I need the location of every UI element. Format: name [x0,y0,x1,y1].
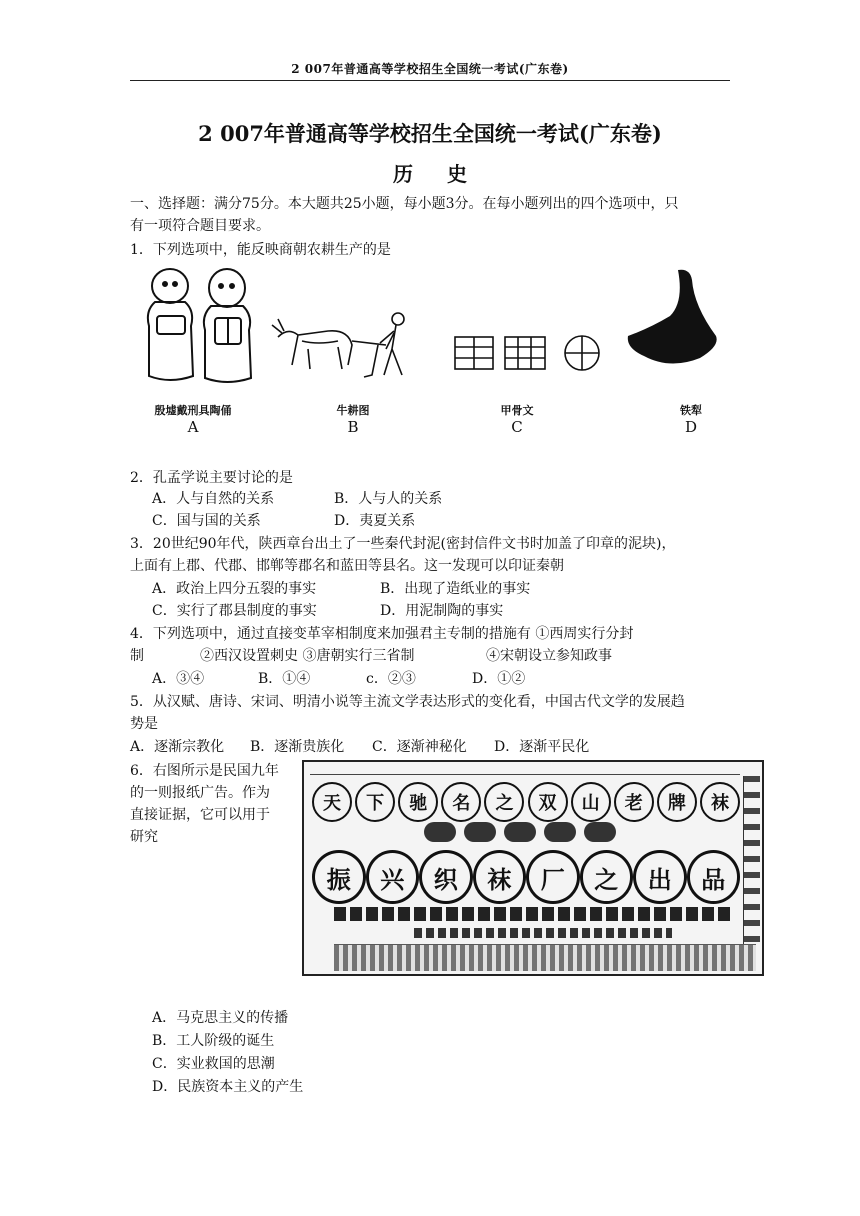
q2-option-c: C．国与国的关系 [152,513,261,529]
ad-char: 驰 [398,782,438,822]
running-header: 2 007年普通高等学校招生全国统一考试(广东卷) [291,62,569,76]
q6-option-a: A．马克思主义的传播 [152,1010,289,1026]
ad-smudge [464,822,496,842]
ad-char: 之 [580,850,634,904]
ad-brand-row [312,850,740,904]
q3-option-a: A．政治上四分五裂的事实 [152,581,317,597]
q5-option-b: B．逐渐贵族化 [250,739,345,755]
ad-char: 天 [312,782,352,822]
q5-stem-line2: 势是 [130,716,158,732]
ad-char: 袜 [700,782,740,822]
q6-option-c: C．实业救国的思潮 [152,1056,275,1072]
q5-option-d: D．逐渐平民化 [494,739,590,755]
section-intro-line1: 一、选择题：满分75分。本大题共25小题，每小题3分。在每小题列出的四个选项中，只 [130,196,679,212]
q2-stem: 2．孔孟学说主要讨论的是 [130,470,293,486]
figure-c-letter: C [511,418,523,436]
q6-stem-line2: 的一则报纸广告。作为 [130,785,270,801]
ad-side-column [743,776,760,944]
q3-option-d: D．用泥制陶的事实 [380,603,504,619]
ad-char: 品 [687,850,741,904]
figure-b-caption: 牛耕图 [336,404,370,417]
q2-option-a: A．人与自然的关系 [152,491,275,507]
iron-plow-image [620,266,730,376]
ad-smudge [504,822,536,842]
ad-smudge [544,822,576,842]
q3-stem-line2: 上面有上郡、代郡、邯郸等郡名和蓝田等县名。这一发现可以印证秦朝 [130,558,564,574]
q3-stem-line1: 3．20世纪90年代，陕西章台出土了一些秦代封泥(密封信件文书时加盖了印章的泥块)， [130,536,676,552]
ad-char: 山 [571,782,611,822]
ad-char: 牌 [657,782,697,822]
q5-stem-line1: 5．从汉赋、唐诗、宋词、明清小说等主流文学表达形式的变化看，中国古代文学的发展趋 [130,694,685,710]
subject-title: 历史 [393,162,501,186]
ad-footer-print [334,944,756,971]
q4-option-a: A．③④ [152,671,205,687]
q2-option-b: B．人与人的关系 [334,491,443,507]
oracle-bone-glyphs [452,333,607,373]
q6-option-b: B．工人阶级的诞生 [152,1033,275,1049]
q6-stem-line1: 6．右图所示是民国九年 [130,763,279,779]
ad-small-print [414,928,672,938]
q3-option-b: B．出现了造纸业的事实 [380,581,531,597]
figure-c-caption: 甲骨文 [500,404,534,417]
ad-char: 厂 [526,850,580,904]
q5-option-a: A．逐渐宗教化 [130,739,225,755]
q4-stem-line2-a: 制 [130,648,144,664]
q4-option-c: c．②③ [366,671,416,687]
ad-char: 之 [484,782,524,822]
q1-stem: 1．下列选项中，能反映商朝农耕生产的是 [130,242,391,258]
q2-option-d: D．夷夏关系 [334,513,416,529]
q6-stem-line4: 研究 [130,829,158,845]
q4-option-d: D．①② [472,671,526,687]
ad-char: 织 [419,850,473,904]
figure-b-letter: B [347,418,359,436]
ad-char: 兴 [366,850,420,904]
newspaper-ad-image [302,760,764,976]
q5-option-c: C．逐渐神秘化 [372,739,467,755]
figure-a-caption: 殷墟戴刑具陶俑 [154,404,232,417]
q6-stem-line3: 直接证据，它可以用于 [130,807,270,823]
figurine-image [135,266,265,386]
q4-stem-line1: 4．下列选项中，通过直接变革宰相制度来加强君主专制的措施有 ①西周实行分封 [130,626,634,642]
ad-char: 老 [614,782,654,822]
ad-headline-row [312,782,740,822]
ad-char: 双 [528,782,568,822]
q4-stem-line2-b: ②西汉设置刺史 ③唐朝实行三省制 [200,648,415,664]
figure-d-caption: 铁犁 [680,404,702,417]
q4-option-b: B．①④ [258,671,311,687]
q4-stem-line2-c: ④宋朝设立参知政事 [486,648,612,664]
ad-char: 振 [312,850,366,904]
section-intro-line2: 有一项符合题目要求。 [130,218,270,234]
ox-plowing-image [268,305,433,385]
figure-d-letter: D [684,418,698,436]
ad-masthead-rule [310,766,740,775]
ad-char: 下 [355,782,395,822]
ad-char: 名 [441,782,481,822]
ad-slogan-line [334,907,732,921]
ad-char: 袜 [473,850,527,904]
header-rule [130,80,730,81]
figure-a-letter: A [187,418,199,436]
ad-subline [424,822,616,842]
ad-smudge [584,822,616,842]
ad-smudge [424,822,456,842]
q6-option-d: D．民族资本主义的产生 [152,1079,304,1095]
exam-title: 2 007年普通高等学校招生全国统一考试(广东卷) [198,121,662,146]
q3-option-c: C．实行了郡县制度的事实 [152,603,317,619]
ad-char: 出 [633,850,687,904]
